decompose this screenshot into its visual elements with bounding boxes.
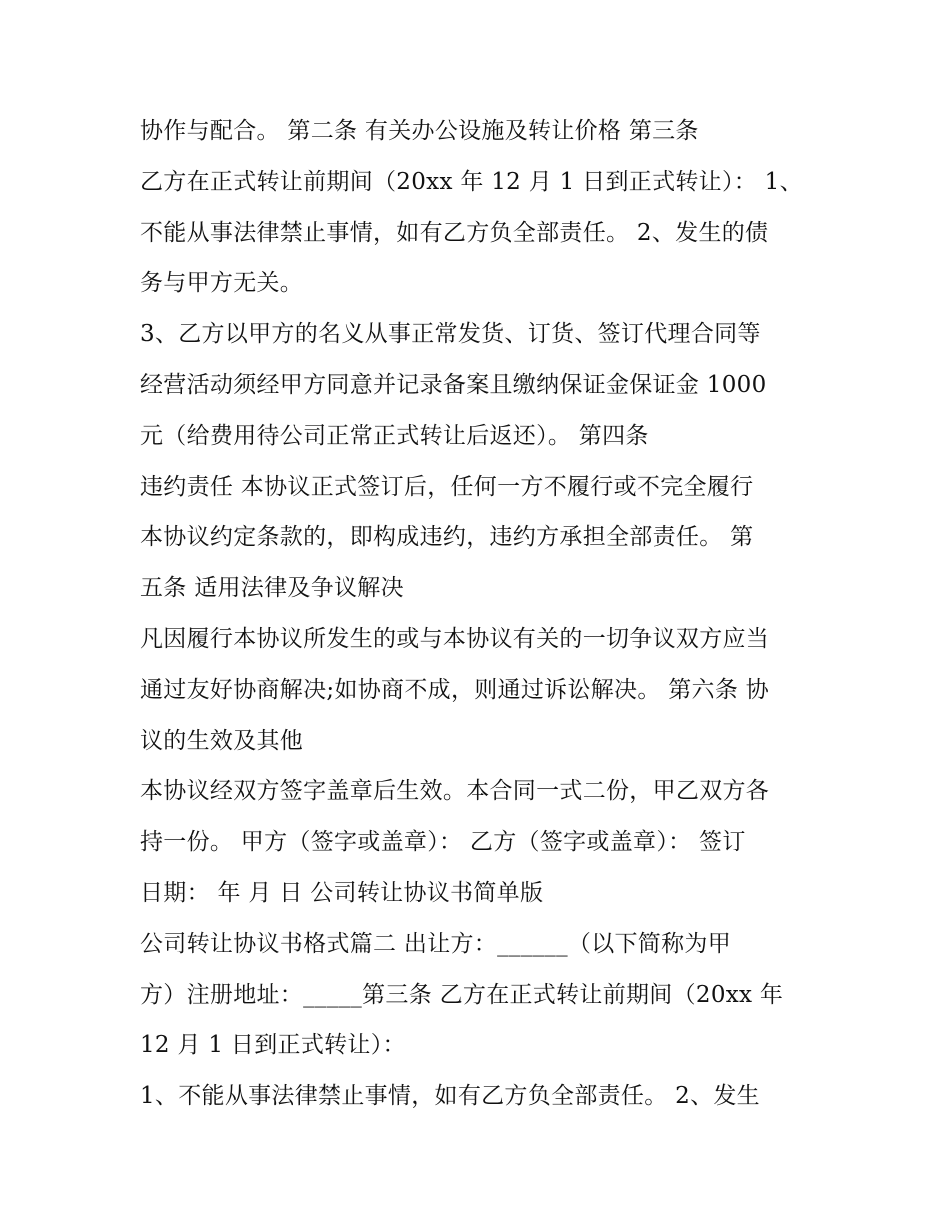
text-line: 不能从事法律禁止事情，如有乙方负全部责任。 2、发生的债	[140, 219, 769, 246]
text-line: 议的生效及其他	[140, 727, 304, 754]
text-line: 1、不能从事法律禁止事情，如有乙方负全部责任。 2、发生	[140, 1083, 760, 1110]
text-line: 方）注册地址：_____第三条 乙方在正式转让前期间（20xx 年	[140, 981, 784, 1008]
text-line: 务与甲方无关。	[140, 270, 304, 297]
text-line: 本协议经双方签字盖章后生效。本合同一式二份，甲乙双方各	[140, 778, 770, 805]
text-line: 公司转让协议书格式篇二 出让方：______（以下简称为甲	[140, 930, 732, 957]
text-line: 凡因履行本协议所发生的或与本协议有关的一切争议双方应当	[140, 625, 770, 652]
text-line: 五条 适用法律及争议解决	[140, 575, 404, 602]
text-line: 12 月 1 日到正式转让）：	[140, 1032, 406, 1059]
text-line: 乙方在正式转让前期间（20xx 年 12 月 1 日到正式转让）： 1、	[140, 168, 803, 195]
text-line: 持一份。 甲方（签字或盖章）： 乙方（签字或盖章）： 签订	[140, 829, 746, 856]
text-line: 违约责任 本协议正式签订后，任何一方不履行或不完全履行	[140, 473, 754, 500]
text-line: 经营活动须经甲方同意并记录备案且缴纳保证金保证金 1000	[140, 371, 767, 398]
text-line: 3、乙方以甲方的名义从事正常发货、订货、签订代理合同等	[140, 321, 761, 348]
text-line: 协作与配合。 第二条 有关办公设施及转让价格 第三条	[140, 118, 699, 144]
text-line: 本协议约定条款的，即构成违约，违约方承担全部责任。 第	[140, 524, 754, 551]
text-line: 通过友好协商解决;如协商不成，则通过诉讼解决。 第六条 协	[140, 676, 770, 703]
document-body	[140, 106, 830, 1122]
text-line: 日期： 年 月 日 公司转让协议书简单版	[140, 879, 544, 906]
text-line: 元（给费用待公司正常正式转让后返还）。 第四条	[140, 422, 649, 449]
